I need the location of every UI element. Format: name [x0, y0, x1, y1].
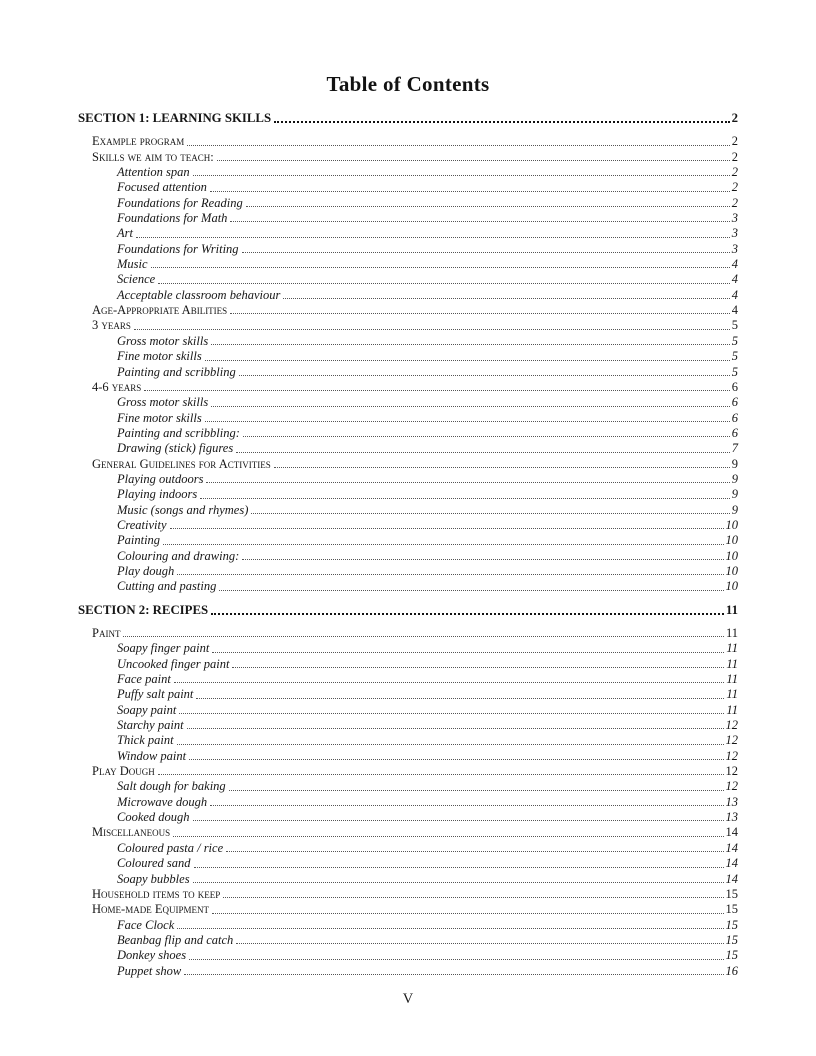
dot-leader — [236, 943, 723, 944]
dot-leader — [219, 590, 723, 591]
dot-leader — [179, 713, 724, 714]
toc-entry-label: Home-made Equipment — [92, 902, 209, 917]
toc-entry-page: 15 — [725, 902, 738, 917]
toc-entry — [78, 211, 738, 226]
dot-leader — [226, 851, 723, 852]
toc-entry-label: Skills we aim to teach: — [92, 149, 214, 164]
toc-entry-label: Fine motor skills — [117, 349, 202, 364]
dot-leader — [274, 467, 730, 468]
toc-entry — [78, 334, 738, 349]
toc-entry-page: 9 — [731, 487, 738, 502]
toc-entry — [78, 150, 738, 165]
toc-entry-page: 10 — [725, 548, 738, 563]
toc-entry — [78, 180, 738, 195]
toc-entry-label: Focused attention — [117, 180, 207, 195]
toc-entry — [78, 964, 738, 979]
toc-entry-page: 10 — [725, 579, 738, 594]
toc-entry-label: Starchy paint — [117, 718, 184, 733]
page-title: Table of Contents — [326, 72, 490, 96]
toc-entry-label: Gross motor skills — [117, 333, 209, 348]
toc-entry-label: General Guidelines for Activities — [92, 456, 271, 471]
toc-entry-page: 15 — [725, 917, 738, 932]
toc-entry — [78, 134, 738, 149]
toc-entry — [78, 242, 738, 257]
dot-leader — [211, 613, 724, 615]
toc-entry — [78, 856, 738, 871]
toc-entry-page: 3 — [731, 226, 738, 241]
toc-entry-label: Household items to keep — [92, 886, 221, 901]
toc-entry-label: Play Dough — [92, 764, 155, 779]
toc-entry — [78, 641, 738, 656]
toc-entry — [78, 111, 738, 126]
toc-entry-label: Acceptable classroom behaviour — [117, 287, 281, 302]
toc-entry-label: Thick paint — [117, 733, 174, 748]
toc-list — [78, 111, 738, 979]
dot-leader — [206, 482, 729, 483]
toc-entry-label: Gross motor skills — [117, 395, 209, 410]
toc-entry — [78, 318, 738, 333]
toc-entry-label: Soapy bubbles — [117, 871, 190, 886]
toc-entry-page: 12 — [725, 733, 738, 748]
toc-entry — [78, 872, 738, 887]
dot-leader — [151, 267, 730, 268]
dot-leader — [174, 682, 725, 683]
toc-entry-page: 2 — [731, 134, 738, 149]
toc-entry-label: Playing outdoors — [117, 471, 204, 486]
toc-entry-label: Microwave dough — [117, 794, 208, 809]
dot-leader — [210, 805, 723, 806]
toc-entry — [78, 810, 738, 825]
dot-leader — [243, 436, 730, 437]
toc-entry-label: Creativity — [117, 517, 167, 532]
dot-leader — [236, 452, 730, 453]
toc-entry — [78, 902, 738, 917]
toc-entry-page: 13 — [725, 810, 738, 825]
toc-entry — [78, 764, 738, 779]
dot-leader — [134, 329, 730, 330]
toc-entry-label: Attention span — [117, 165, 190, 180]
toc-entry — [78, 303, 738, 318]
toc-entry — [78, 380, 738, 395]
toc-entry-label: Play dough — [117, 563, 175, 578]
dot-leader — [158, 283, 730, 284]
toc-entry-label: Painting — [117, 533, 161, 548]
toc-entry-page: 5 — [731, 349, 738, 364]
dot-leader — [177, 928, 723, 929]
toc-entry-label: Puffy salt paint — [117, 687, 194, 702]
toc-entry-page: 10 — [725, 533, 738, 548]
toc-entry-label: Music (songs and rhymes) — [117, 502, 249, 517]
dot-leader — [242, 252, 730, 253]
toc-entry — [78, 165, 738, 180]
toc-entry-page: 3 — [731, 211, 738, 226]
dot-leader — [158, 774, 724, 775]
toc-entry-page: 9 — [731, 502, 738, 517]
toc-entry-label: Playing indoors — [117, 487, 198, 502]
toc-entry-page: 6 — [731, 425, 738, 440]
toc-entry-label: 3 years — [92, 318, 131, 333]
toc-entry-label: Paint — [92, 626, 121, 640]
toc-entry-label: Face Clock — [117, 917, 175, 932]
toc-entry-label: Face paint — [117, 672, 171, 687]
toc-entry-page: 15 — [725, 886, 738, 901]
toc-entry-label: 4-6 years — [92, 379, 142, 394]
toc-entry-page: 12 — [725, 748, 738, 763]
toc-entry-page: 6 — [731, 379, 738, 394]
dot-leader — [283, 298, 729, 299]
toc-entry-page: 5 — [731, 333, 738, 348]
toc-entry-label: Colouring and drawing: — [117, 548, 240, 563]
dot-leader — [251, 513, 729, 514]
dot-leader — [232, 667, 724, 668]
toc-entry — [78, 579, 738, 594]
toc-entry-page: 9 — [731, 471, 738, 486]
toc-entry-label: Coloured pasta / rice — [117, 840, 224, 855]
toc-entry-label: Beanbag flip and catch — [117, 932, 234, 947]
dot-leader — [211, 344, 730, 345]
dot-leader — [196, 698, 724, 699]
toc-entry — [78, 272, 738, 287]
toc-entry-page: 14 — [725, 856, 738, 871]
toc-entry-page: 4 — [731, 272, 738, 287]
dot-leader — [210, 191, 730, 192]
dot-leader — [212, 652, 724, 653]
dot-leader — [205, 360, 730, 361]
dot-leader — [239, 375, 730, 376]
toc-entry — [78, 918, 738, 933]
toc-entry — [78, 395, 738, 410]
toc-entry-page: 11 — [726, 687, 738, 702]
toc-entry-label: Cooked dough — [117, 810, 190, 825]
toc-entry — [78, 841, 738, 856]
dot-leader — [173, 836, 723, 837]
toc-entry-label: Art — [117, 226, 133, 241]
toc-entry-label: SECTION 1: LEARNING SKILLS — [78, 111, 272, 125]
toc-entry-page: 2 — [731, 149, 738, 164]
dot-leader — [242, 559, 723, 560]
toc-entry-page: 12 — [725, 718, 738, 733]
toc-entry-page: 11 — [726, 641, 738, 656]
dot-leader — [177, 744, 724, 745]
toc-entry — [78, 779, 738, 794]
toc-entry — [78, 349, 738, 364]
toc-entry-page: 10 — [725, 563, 738, 578]
toc-entry — [78, 933, 738, 948]
toc-entry-page: 11 — [725, 602, 738, 617]
toc-entry — [78, 603, 738, 618]
toc-entry-label: Window paint — [117, 748, 187, 763]
toc-entry-label: Puppet show — [117, 963, 182, 978]
toc-entry-label: Painting and scribbling — [117, 364, 236, 379]
footer-page-number: V — [402, 991, 414, 1007]
toc-entry-page: 2 — [731, 165, 738, 180]
toc-entry — [78, 887, 738, 902]
toc-entry-page: 6 — [731, 395, 738, 410]
toc-entry-label: SECTION 2: RECIPES — [78, 602, 209, 617]
dot-leader — [246, 206, 730, 207]
dot-leader — [184, 974, 723, 975]
toc-entry — [78, 795, 738, 810]
toc-entry-label: Drawing (stick) figures — [117, 441, 234, 456]
dot-leader — [200, 498, 730, 499]
toc-entry-label: Painting and scribbling: — [117, 425, 240, 440]
dot-leader — [193, 175, 730, 176]
toc-entry-label: Soapy paint — [117, 702, 177, 717]
dot-leader — [230, 313, 730, 314]
toc-entry — [78, 257, 738, 272]
toc-entry-page: 5 — [731, 364, 738, 379]
toc-entry-label: Miscellaneous — [92, 825, 171, 840]
toc-entry — [78, 365, 738, 380]
toc-entry — [78, 564, 738, 579]
toc-entry-page: 9 — [731, 456, 738, 471]
toc-entry-page: 11 — [726, 656, 738, 671]
toc-entry — [78, 226, 738, 241]
toc-entry-page: 12 — [725, 764, 738, 779]
toc-entry — [78, 426, 738, 441]
dot-leader — [229, 790, 724, 791]
toc-entry-page: 11 — [726, 702, 738, 717]
dot-leader — [212, 913, 724, 914]
toc-entry-label: Age-Appropriate Abilities — [92, 303, 228, 318]
toc-entry-page: 6 — [731, 410, 738, 425]
toc-entry-page: 14 — [725, 871, 738, 886]
toc-entry-page: 4 — [731, 303, 738, 318]
toc-entry-label: Cutting and pasting — [117, 579, 217, 594]
toc-entry-label: Science — [117, 272, 156, 287]
dot-leader — [211, 406, 730, 407]
dot-leader — [274, 121, 730, 123]
dot-leader — [217, 160, 730, 161]
toc-entry — [78, 948, 738, 963]
dot-leader — [170, 528, 724, 529]
toc-entry — [78, 687, 738, 702]
toc-entry — [78, 657, 738, 672]
toc-entry — [78, 487, 738, 502]
toc-entry-page: 14 — [725, 825, 738, 840]
dot-leader — [193, 882, 724, 883]
toc-entry — [78, 411, 738, 426]
toc-entry — [78, 518, 738, 533]
dot-leader — [144, 390, 729, 391]
toc-entry-page: 13 — [725, 794, 738, 809]
dot-leader — [187, 145, 729, 146]
toc-entry-label: Coloured sand — [117, 856, 191, 871]
toc-entry-page: 11 — [725, 626, 738, 640]
toc-entry-page: 2 — [731, 180, 738, 195]
toc-entry-label: Uncooked finger paint — [117, 656, 230, 671]
toc-entry-page: 5 — [731, 318, 738, 333]
toc-entry — [78, 733, 738, 748]
toc-entry — [78, 749, 738, 764]
toc-entry-page: 14 — [725, 840, 738, 855]
toc-entry-label: Music — [117, 257, 148, 272]
dot-leader — [187, 728, 724, 729]
toc-entry-label: Foundations for Math — [117, 211, 228, 226]
dot-leader — [136, 237, 730, 238]
toc-entry-page: 16 — [725, 963, 738, 978]
toc-entry-label: Donkey shoes — [117, 948, 187, 963]
dot-leader — [223, 897, 723, 898]
toc-entry-page: 4 — [731, 257, 738, 272]
toc-entry-label: Foundations for Reading — [117, 195, 243, 210]
toc-entry — [78, 472, 738, 487]
dot-leader — [163, 544, 723, 545]
toc-entry-page: 15 — [725, 932, 738, 947]
toc-entry-page: 2 — [731, 111, 738, 125]
toc-entry-page: 7 — [731, 441, 738, 456]
toc-entry-page: 12 — [725, 779, 738, 794]
dot-leader — [177, 574, 723, 575]
toc-entry — [78, 533, 738, 548]
dot-leader — [123, 636, 724, 637]
toc-entry-page: 10 — [725, 517, 738, 532]
toc-entry-label: Foundations for Writing — [117, 241, 239, 256]
toc-entry-label: Salt dough for baking — [117, 779, 226, 794]
toc-entry — [78, 441, 738, 456]
toc-entry — [78, 196, 738, 211]
toc-entry — [78, 703, 738, 718]
toc-entry-page: 4 — [731, 287, 738, 302]
dot-leader — [194, 867, 724, 868]
toc-entry — [78, 626, 738, 641]
toc-entry — [78, 718, 738, 733]
dot-leader — [230, 221, 729, 222]
toc-entry-label: Example program — [92, 134, 185, 149]
toc-entry — [78, 549, 738, 564]
toc-entry — [78, 825, 738, 840]
toc-entry — [78, 288, 738, 303]
toc-entry-page: 15 — [725, 948, 738, 963]
toc-entry — [78, 672, 738, 687]
toc-entry — [78, 503, 738, 518]
dot-leader — [189, 959, 723, 960]
toc-entry — [78, 457, 738, 472]
dot-leader — [189, 759, 723, 760]
dot-leader — [205, 421, 730, 422]
toc-entry-page: 3 — [731, 241, 738, 256]
dot-leader — [193, 820, 724, 821]
toc-entry-label: Fine motor skills — [117, 410, 202, 425]
toc-entry-page: 11 — [726, 672, 738, 687]
toc-entry-label: Soapy finger paint — [117, 641, 210, 656]
toc-entry-page: 2 — [731, 195, 738, 210]
